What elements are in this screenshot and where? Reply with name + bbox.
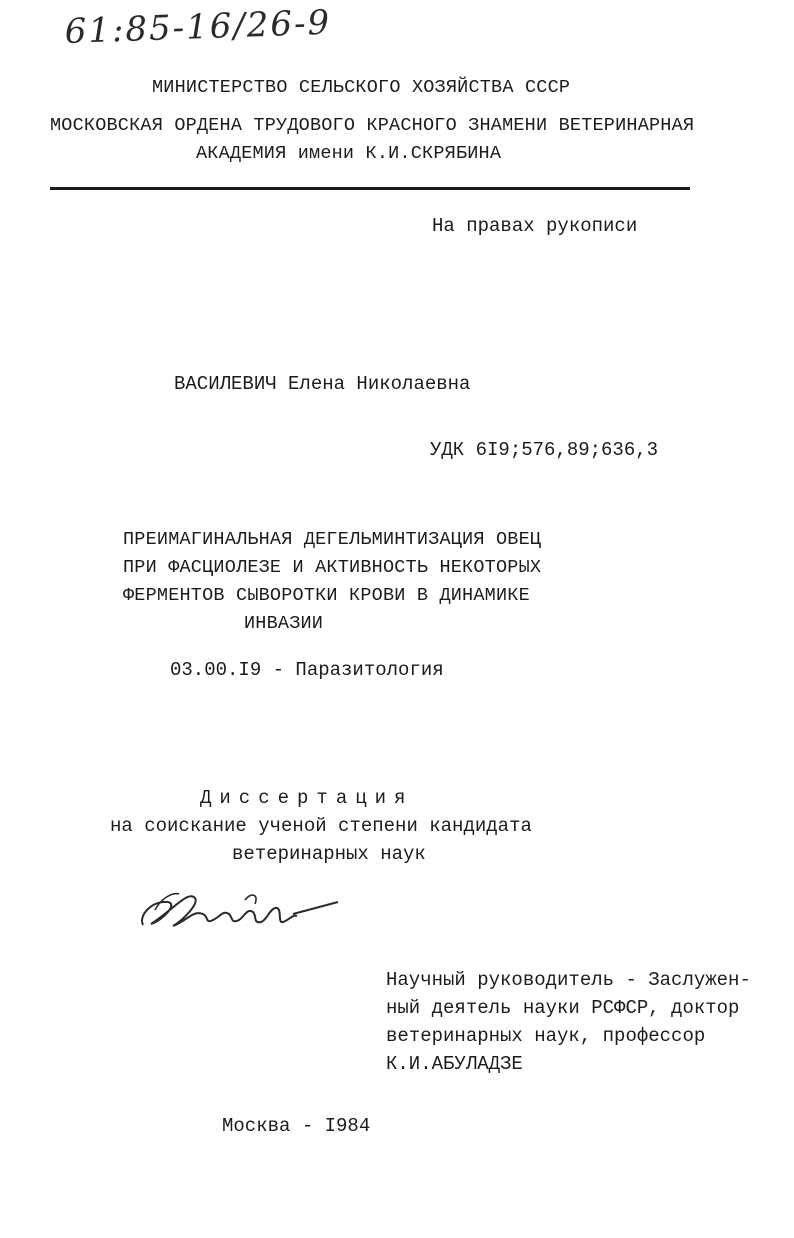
header-divider	[50, 187, 690, 190]
academy-heading-line-1: МОСКОВСКАЯ ОРДЕНА ТРУДОВОГО КРАСНОГО ЗНАМЕНИ ВЕТЕРИНАРНАЯ	[50, 115, 695, 136]
city-year: Москва - I984	[222, 1115, 371, 1137]
author-name: ВАСИЛЕВИЧ Елена Николаевна	[174, 373, 471, 395]
specialty-code: 03.00.I9 - Паразитология	[170, 659, 444, 681]
supervisor-line-2: ный деятель науки РСФСР, доктор	[386, 997, 740, 1019]
supervisor-name: К.И.АБУЛАДЗЕ	[386, 1053, 523, 1075]
archive-number-handwritten: 61:85-16/26-9	[64, 2, 332, 52]
supervisor-line-1: Научный руководитель - Заслужен-	[386, 969, 751, 991]
udc-code: УДК 6I9;576,89;636,3	[430, 439, 659, 461]
dissertation-field-line: ветеринарных наук	[232, 843, 426, 865]
title-line-4: ИНВАЗИИ	[244, 613, 324, 634]
author-signature	[133, 880, 343, 940]
title-line-2: ПРИ ФАСЦИОЛЕЗЕ И АКТИВНОСТЬ НЕКОТОРЫХ	[123, 557, 542, 578]
title-line-3: ФЕРМЕНТОВ СЫВОРОТКИ КРОВИ В ДИНАМИКЕ	[123, 585, 530, 606]
ministry-heading: МИНИСТЕРСТВО СЕЛЬСКОГО ХОЗЯЙСТВА СССР	[152, 77, 571, 98]
title-line-1: ПРЕИМАГИНАЛЬНАЯ ДЕГЕЛЬМИНТИЗАЦИЯ ОВЕЦ	[123, 529, 542, 550]
supervisor-line-3: ветеринарных наук, профессор	[386, 1025, 706, 1047]
dissertation-label: Диссертация	[200, 787, 414, 809]
manuscript-rights-note: На правах рукописи	[432, 215, 638, 237]
academy-heading-line-2: АКАДЕМИЯ имени К.И.СКРЯБИНА	[196, 143, 502, 164]
dissertation-degree-line: на соискание ученой степени кандидата	[110, 815, 532, 837]
